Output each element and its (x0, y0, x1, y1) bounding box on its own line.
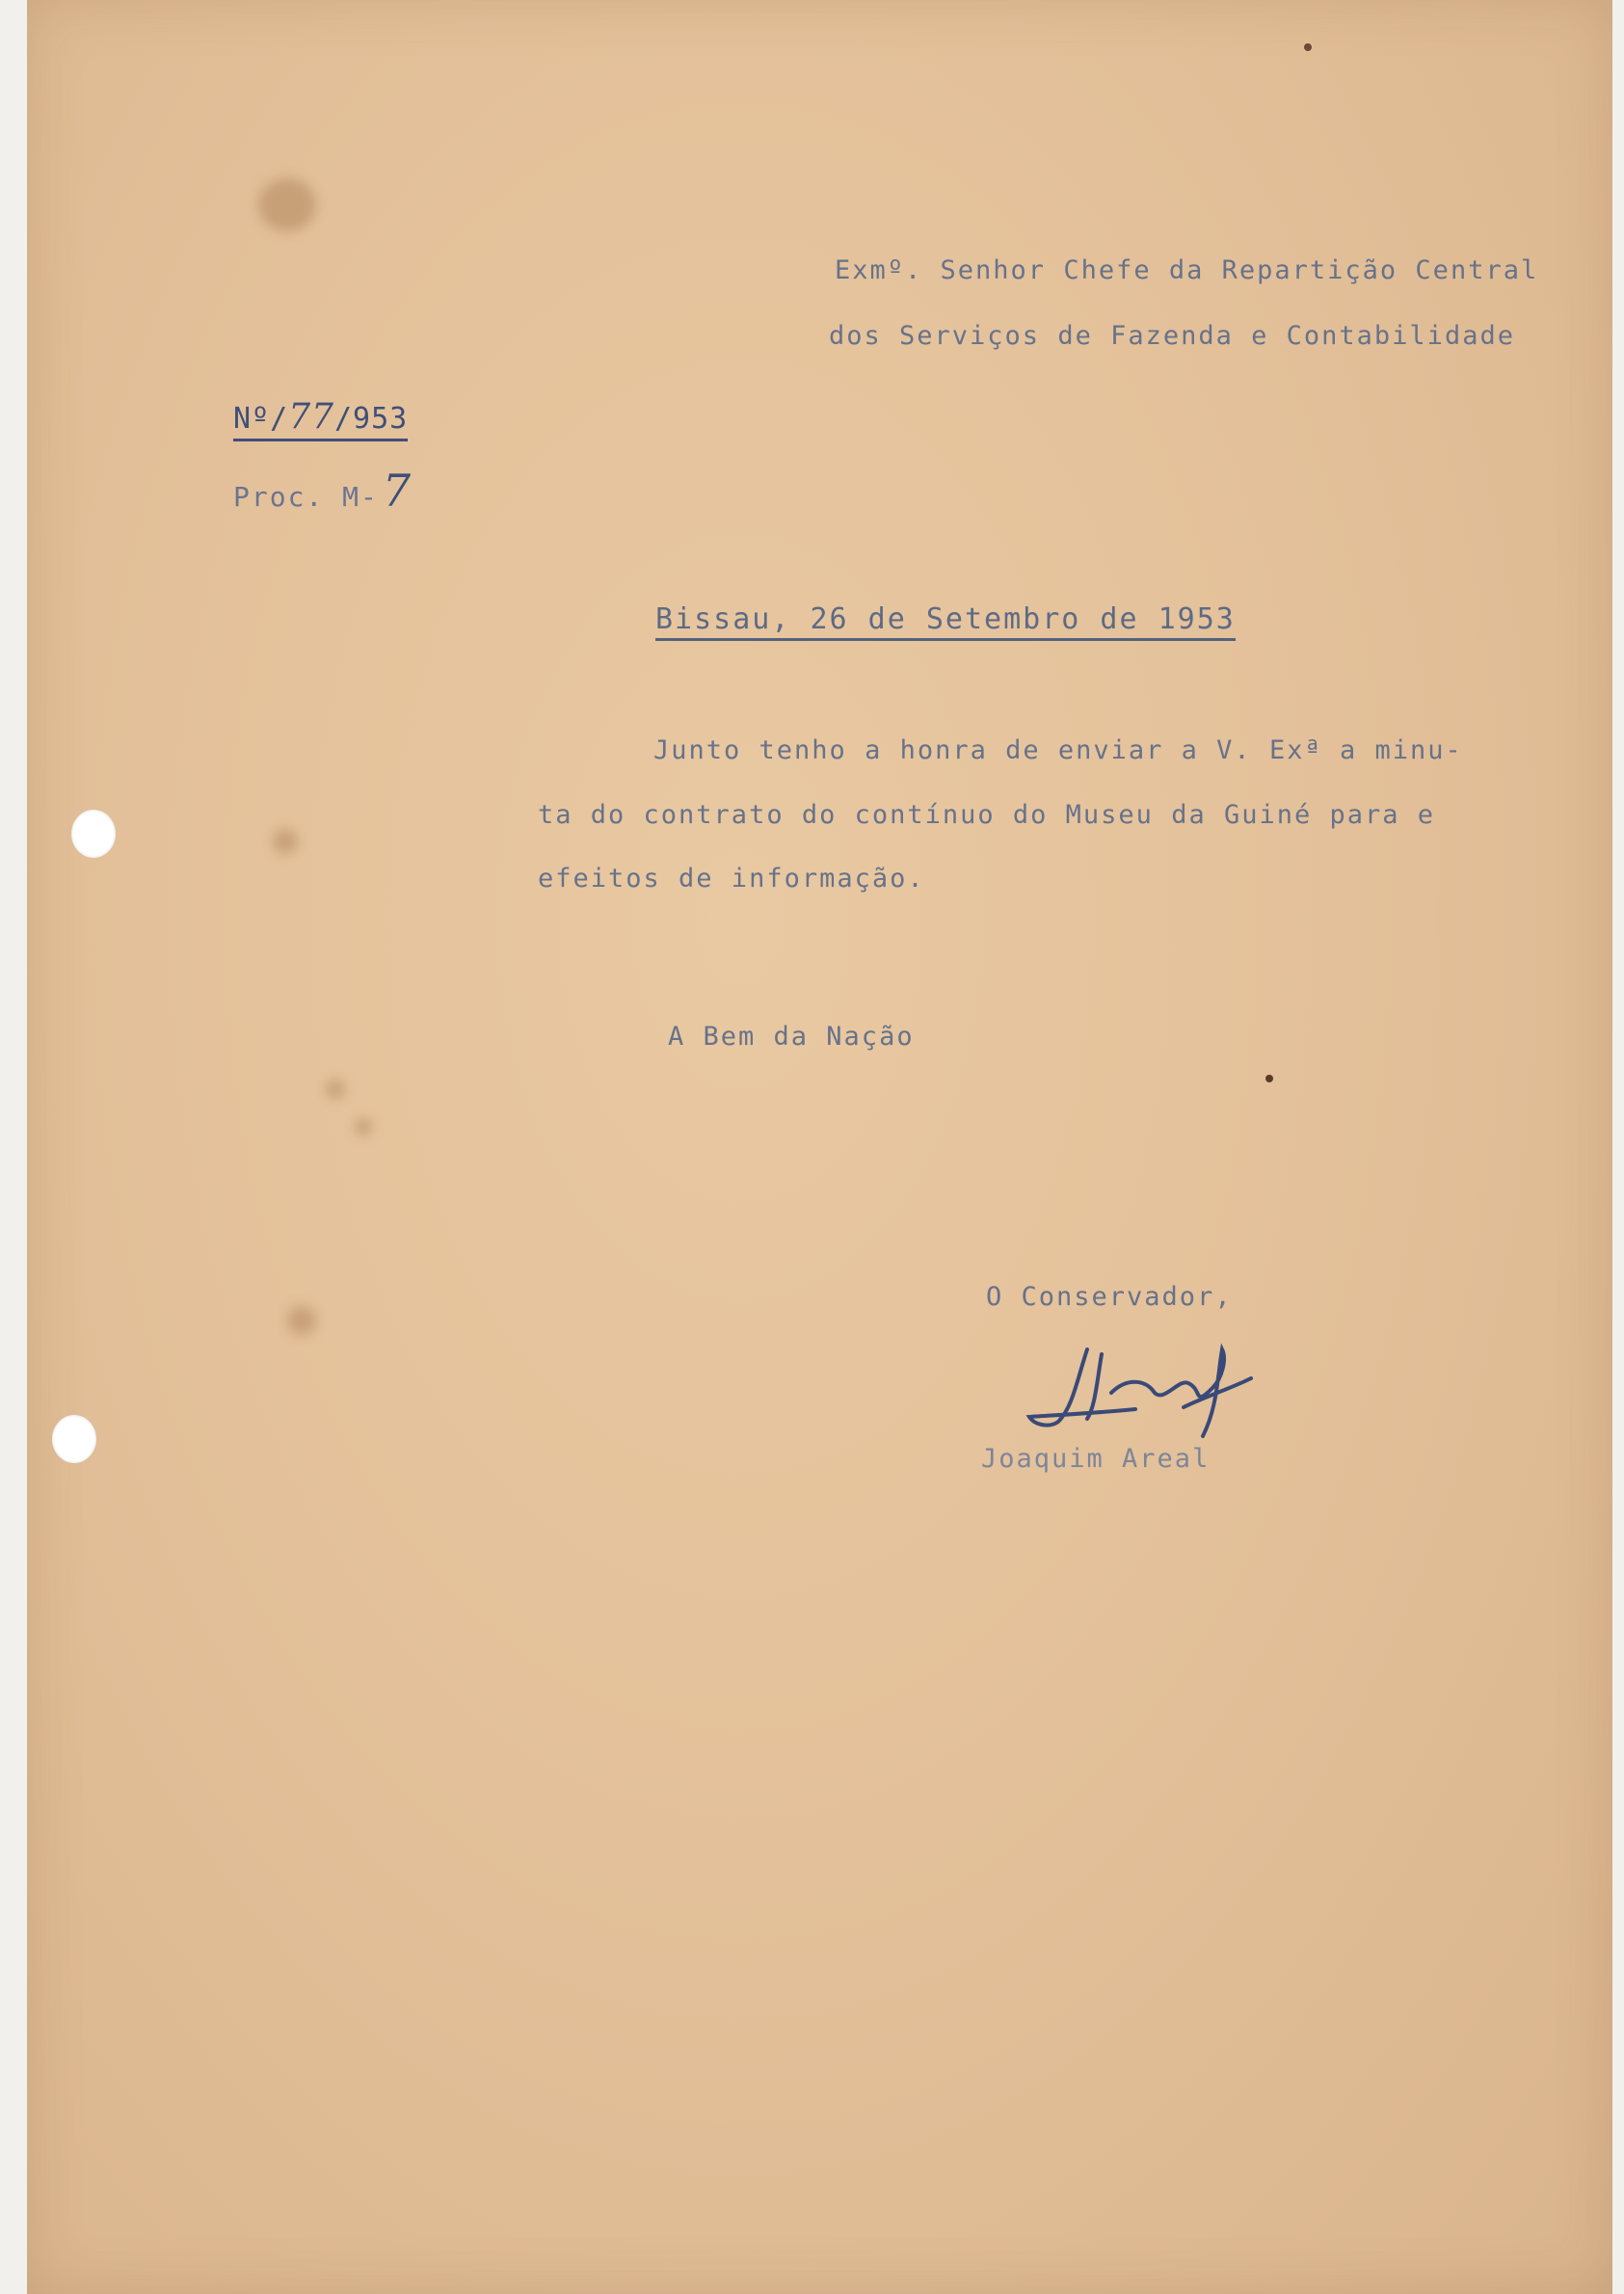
stain-mark (1304, 43, 1312, 51)
stain-mark (1265, 1075, 1273, 1082)
process-label: Proc. M- (233, 481, 379, 513)
stain-mark (355, 1118, 372, 1135)
handwritten-signature (1020, 1340, 1270, 1446)
addressee-line-1: Exmº. Senhor Chefe da Repartição Central (835, 255, 1539, 285)
stain-mark (258, 178, 316, 231)
punch-hole-lower (52, 1415, 96, 1463)
stain-mark (273, 829, 298, 854)
reference-prefix: Nº/ (233, 402, 289, 436)
body-line-3: efeitos de informação. (538, 864, 925, 894)
reference-handwritten-number: 77 (288, 397, 334, 437)
stain-mark (326, 1080, 345, 1099)
closing-salutation: A Bem da Nação (668, 1022, 915, 1052)
signatory-title: O Conservador, (986, 1282, 1233, 1312)
signatory-name: Joaquim Areal (981, 1444, 1211, 1474)
process-reference (233, 465, 413, 517)
process-handwritten-number: 7 (382, 465, 413, 517)
reference-suffix: /953 (334, 402, 409, 436)
date-line: Bissau, 26 de Setembro de 1953 (655, 602, 1236, 641)
reference-number (233, 397, 408, 441)
addressee-line-2: dos Serviços de Fazenda e Contabilidade (829, 321, 1515, 351)
body-line-1: Junto tenho a honra de enviar a V. Exª a minu- (653, 735, 1463, 765)
stain-mark (287, 1306, 316, 1335)
body-line-2: ta do contrato do contínuo do Museu da Guiné para e (538, 800, 1436, 830)
punch-hole-upper (71, 810, 116, 858)
document-page (27, 0, 1612, 2294)
